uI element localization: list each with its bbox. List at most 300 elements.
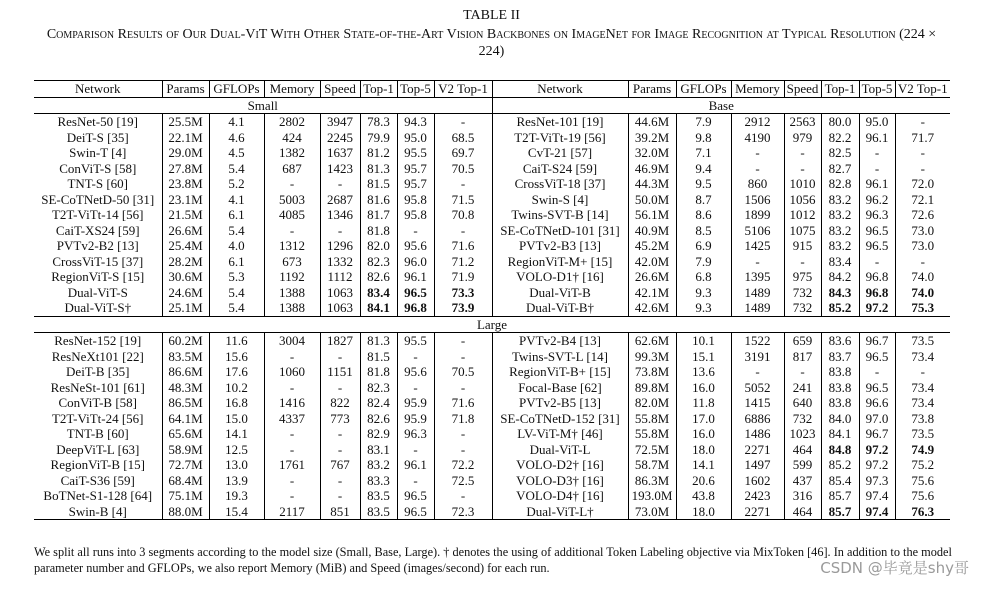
table-cell: 12.5 xyxy=(209,442,264,458)
table-cell: 96.5 xyxy=(859,380,895,396)
table-cell: 97.2 xyxy=(859,442,895,458)
table-cell: 95.0 xyxy=(397,130,434,146)
table-cell: - xyxy=(397,442,434,458)
table-cell: DeepViT-L [63] xyxy=(56,441,140,457)
table-cell: 71.7 xyxy=(895,130,950,146)
table-cell: 88.0M xyxy=(162,504,209,520)
table-cell: 464 xyxy=(784,442,821,458)
table-cell: 82.2 xyxy=(821,130,859,146)
table-cell: 2271 xyxy=(731,504,784,520)
table-cell: 96.1 xyxy=(859,130,895,146)
table-cell: 42.6M xyxy=(628,300,676,316)
table-cell: 15.6 xyxy=(209,349,264,365)
table-cell: 95.9 xyxy=(397,411,434,427)
table-cell: - xyxy=(784,364,821,380)
table-cell: 72.1 xyxy=(895,192,950,208)
table-cell: DeiT-S [35] xyxy=(66,129,129,145)
table-cell: - xyxy=(320,223,360,239)
table-cell: 97.3 xyxy=(859,473,895,489)
table-cell: 1012 xyxy=(784,207,821,223)
table-cell: 1112 xyxy=(320,269,360,285)
table-cell: 773 xyxy=(320,411,360,427)
table-cell: 74.0 xyxy=(895,285,950,301)
column-header: Network xyxy=(34,81,162,98)
table-cell: - xyxy=(397,349,434,365)
table-cell: 95.6 xyxy=(397,238,434,254)
table-cell: 9.3 xyxy=(676,300,731,316)
table-cell: 13.9 xyxy=(209,473,264,489)
table-cell: SE-CoTNetD-152 [31] xyxy=(492,411,628,427)
table-cell: 1388 xyxy=(264,285,320,301)
table-row xyxy=(34,161,950,177)
table-row xyxy=(34,130,950,146)
table-cell: 43.8 xyxy=(676,488,731,504)
table-cell: Swin-B [4] xyxy=(34,504,162,520)
table-cell: 26.6M xyxy=(162,223,209,239)
table-cell: CvT-21 [57] xyxy=(492,145,628,161)
table-cell: 75.1M xyxy=(162,488,209,504)
table-cell: - xyxy=(434,223,492,239)
table-cell: ResNet-152 [19] xyxy=(54,333,142,349)
table-cell: 97.4 xyxy=(859,504,895,520)
table-cell: 96.3 xyxy=(859,207,895,223)
table-cell: 4190 xyxy=(731,130,784,146)
table-cell: 6.9 xyxy=(676,238,731,254)
table-cell: ResNet-101 [19] xyxy=(492,114,628,130)
segment-title-row xyxy=(34,316,950,333)
table-cell: 1416 xyxy=(264,395,320,411)
table-cell: 241 xyxy=(784,380,821,396)
table-cell: 18.0 xyxy=(676,504,731,520)
table-row xyxy=(34,285,950,301)
table-cell: 1060 xyxy=(264,364,320,380)
table-cell: 1010 xyxy=(784,176,821,192)
table-cell: SE-CoTNetD-50 [31] xyxy=(41,191,155,207)
table-cell: 42.1M xyxy=(628,285,676,301)
table-cell: - xyxy=(895,254,950,270)
table-cell: 73.5 xyxy=(895,333,950,349)
table-cell: 97.2 xyxy=(859,457,895,473)
table-cell: 75.2 xyxy=(895,457,950,473)
table-cell: 75.6 xyxy=(895,488,950,504)
table-cell: - xyxy=(320,442,360,458)
table-cell: DeiT-B [35] xyxy=(66,364,130,380)
table-cell: 85.7 xyxy=(821,488,859,504)
table-cell: 1346 xyxy=(320,207,360,223)
table-row xyxy=(34,411,950,427)
table-cell: SE-CoTNetD-101 [31] xyxy=(492,223,628,239)
table-cell: 96.8 xyxy=(397,300,434,316)
table-cell: 5003 xyxy=(264,192,320,208)
table-cell: 42.0M xyxy=(628,254,676,270)
table-cell: T2T-ViTt-14 [56] xyxy=(51,207,144,223)
table-cell: 25.1M xyxy=(162,300,209,316)
table-cell: 96.1 xyxy=(397,457,434,473)
table-cell: 1489 xyxy=(731,285,784,301)
table-cell: 44.3M xyxy=(628,176,676,192)
table-cell: 11.8 xyxy=(676,395,731,411)
table-row xyxy=(34,145,950,161)
table-cell: 5.2 xyxy=(209,176,264,192)
table-cell: 80.0 xyxy=(821,114,859,130)
column-header: Memory xyxy=(264,81,320,98)
table-row xyxy=(34,442,950,458)
table-cell: 95.9 xyxy=(397,395,434,411)
comparison-table xyxy=(34,80,950,520)
table-cell: PVTv2-B5 [13] xyxy=(492,395,628,411)
footnote: We split all runs into 3 segments according to the model size (Small, Base, Large). † denotes the using of additional Token Labeling objective via MixToken [46]. In addition to the model parameter number and GFLOPs, we also report Memory (MiB) and Speed (images/second) for each run. xyxy=(34,545,952,575)
table-cell: 1486 xyxy=(731,426,784,442)
table-cell: 1522 xyxy=(731,333,784,349)
table-cell: 78.3 xyxy=(360,114,397,130)
table-cell: 2271 xyxy=(731,442,784,458)
table-cell: 22.1M xyxy=(162,130,209,146)
table-cell: Dual-ViT-S† xyxy=(64,300,132,316)
table-cell: - xyxy=(434,442,492,458)
table-cell: CaiT-XS24 [59] xyxy=(55,222,140,238)
table-cell: RegionViT-S [15] xyxy=(51,269,145,285)
table-cell: 46.9M xyxy=(628,161,676,177)
table-cell: 55.8M xyxy=(628,411,676,427)
table-cell: ConViT-S [58] xyxy=(59,160,137,176)
table-cell: - xyxy=(434,333,492,349)
table-cell: 4.0 xyxy=(209,238,264,254)
table-cell: 24.6M xyxy=(162,285,209,301)
table-cell: LV-ViT-M† [46] xyxy=(492,426,628,442)
table-cell: 1056 xyxy=(784,192,821,208)
table-cell: ResNeSt-101 [61] xyxy=(50,379,145,395)
table-cell: 1023 xyxy=(784,426,821,442)
table-cell: - xyxy=(731,161,784,177)
table-cell: 81.5 xyxy=(360,176,397,192)
table-cell: 915 xyxy=(784,238,821,254)
table-cell: 40.9M xyxy=(628,223,676,239)
table-cell: 19.3 xyxy=(209,488,264,504)
table-cell: 732 xyxy=(784,285,821,301)
table-cell: 95.8 xyxy=(397,192,434,208)
table-cell: 17.6 xyxy=(209,364,264,380)
table-cell: Focal-Base [62] xyxy=(492,380,628,396)
table-cell: 71.6 xyxy=(434,238,492,254)
table-cell: 81.5 xyxy=(360,349,397,365)
table-cell: 424 xyxy=(264,130,320,146)
table-cell: 73.9 xyxy=(434,300,492,316)
table-cell: CaiT-S36 [59] xyxy=(60,472,135,488)
table-cell: - xyxy=(895,145,950,161)
table-cell: 23.8M xyxy=(162,176,209,192)
table-cell: 72.3 xyxy=(434,504,492,520)
table-cell: 4.6 xyxy=(209,130,264,146)
table-cell: 1063 xyxy=(320,285,360,301)
table-cell: 84.0 xyxy=(821,411,859,427)
table-cell: 70.8 xyxy=(434,207,492,223)
table-cell: 3947 xyxy=(320,114,360,130)
table-cell: 9.3 xyxy=(676,285,731,301)
table-cell: - xyxy=(731,145,784,161)
table-cell: 82.0M xyxy=(628,395,676,411)
column-header: Top-5 xyxy=(397,81,434,98)
table-cell: - xyxy=(264,488,320,504)
table-cell: 97.0 xyxy=(859,411,895,427)
table-cell: 83.8 xyxy=(821,364,859,380)
table-cell: Dual-ViT-S xyxy=(67,284,128,300)
table-cell: 687 xyxy=(264,161,320,177)
table-cell: T2T-ViTt-24 [56] xyxy=(51,410,144,426)
table-cell: Dual-ViT-B xyxy=(492,285,628,301)
table-cell: 96.5 xyxy=(859,349,895,365)
table-cell: 84.2 xyxy=(821,269,859,285)
table-cell: CrossViT-18 [37] xyxy=(492,176,628,192)
table-cell: 96.6 xyxy=(859,395,895,411)
table-cell: 10.1 xyxy=(676,333,731,349)
table-cell: 55.8M xyxy=(628,426,676,442)
table-cell: 96.8 xyxy=(859,269,895,285)
table-cell: 89.8M xyxy=(628,380,676,396)
table-cell: 96.3 xyxy=(397,426,434,442)
header-row xyxy=(34,81,950,98)
column-header: Params xyxy=(628,81,676,98)
table-cell: 83.4 xyxy=(821,254,859,270)
table-cell: 79.9 xyxy=(360,130,397,146)
table-cell: 5.4 xyxy=(209,300,264,316)
table-cell: 25.4M xyxy=(162,238,209,254)
table-row xyxy=(34,114,950,130)
table-cell: 71.6 xyxy=(434,395,492,411)
table-cell: 2802 xyxy=(264,114,320,130)
table-cell: 73.4 xyxy=(895,380,950,396)
table-cell: ResNeXt101 [22] xyxy=(51,348,144,364)
table-cell: - xyxy=(264,223,320,239)
table-cell: 6.1 xyxy=(209,254,264,270)
table-cell: 95.8 xyxy=(397,207,434,223)
table-row xyxy=(34,333,950,349)
table-cell: 1388 xyxy=(264,300,320,316)
table-row xyxy=(34,364,950,380)
table-cell: RegionViT-M+ [15] xyxy=(492,254,628,270)
table-cell: RegionViT-B [15] xyxy=(50,457,145,473)
table-row xyxy=(34,504,950,520)
table-row xyxy=(34,488,950,504)
table-cell: 14.1 xyxy=(209,426,264,442)
table-cell: Twins-SVT-L [14] xyxy=(492,349,628,365)
table-cell: 6.1 xyxy=(209,207,264,223)
table-cell: 70.5 xyxy=(434,161,492,177)
table-cell: 81.7 xyxy=(360,207,397,223)
table-cell: - xyxy=(859,145,895,161)
table-cell: 73.0 xyxy=(895,238,950,254)
table-cell: 75.3 xyxy=(895,300,950,316)
table-cell: 83.5 xyxy=(360,504,397,520)
table-cell: 95.6 xyxy=(397,364,434,380)
table-cell: 1332 xyxy=(320,254,360,270)
table-cell: 82.6 xyxy=(360,411,397,427)
table-cell: 2563 xyxy=(784,114,821,130)
column-header: GFLOPs xyxy=(676,81,731,98)
column-header: Top-1 xyxy=(821,81,859,98)
table-cell: 83.7 xyxy=(821,349,859,365)
table-cell: 10.2 xyxy=(209,380,264,396)
table-cell: VOLO-D4† [16] xyxy=(492,488,628,504)
table-row xyxy=(34,238,950,254)
table-cell: 2423 xyxy=(731,488,784,504)
segment-title: Small xyxy=(34,97,492,114)
watermark: CSDN @毕竟是shy哥 xyxy=(820,559,969,577)
table-cell: Dual-ViT-L xyxy=(492,442,628,458)
table-cell: 73.8M xyxy=(628,364,676,380)
table-cell: 1382 xyxy=(264,145,320,161)
table-cell: 2245 xyxy=(320,130,360,146)
table-cell: 1425 xyxy=(731,238,784,254)
table-cell: 83.5 xyxy=(360,488,397,504)
table-cell: 15.1 xyxy=(676,349,731,365)
table-cell: 73.0M xyxy=(628,504,676,520)
table-cell: 8.7 xyxy=(676,192,731,208)
column-header: V2 Top-1 xyxy=(895,81,950,98)
table-row xyxy=(34,380,950,396)
table-cell: 95.5 xyxy=(397,333,434,349)
table-cell: 2117 xyxy=(264,504,320,520)
table-cell: 81.8 xyxy=(360,223,397,239)
table-cell: 44.6M xyxy=(628,114,676,130)
table-cell: 70.5 xyxy=(434,364,492,380)
table-cell: 86.3M xyxy=(628,473,676,489)
table-cell: 8.6 xyxy=(676,207,731,223)
column-header: Top-5 xyxy=(859,81,895,98)
table-cell: Swin-T [4] xyxy=(69,145,127,161)
table-cell: 975 xyxy=(784,269,821,285)
table-cell: 29.0M xyxy=(162,145,209,161)
table-cell: 11.6 xyxy=(209,333,264,349)
table-cell: - xyxy=(264,473,320,489)
table-row xyxy=(34,192,950,208)
table-cell: 5052 xyxy=(731,380,784,396)
table-cell: - xyxy=(264,176,320,192)
table-cell: 86.6M xyxy=(162,364,209,380)
table-cell: 16.0 xyxy=(676,380,731,396)
table-cell: 72.6 xyxy=(895,207,950,223)
table-cell: 50.0M xyxy=(628,192,676,208)
table-cell: 84.8 xyxy=(821,442,859,458)
table-cell: 1602 xyxy=(731,473,784,489)
table-cell: 2912 xyxy=(731,114,784,130)
table-row xyxy=(34,254,950,270)
table-cell: - xyxy=(731,364,784,380)
table-cell: 96.5 xyxy=(397,488,434,504)
table-cell: 96.1 xyxy=(859,176,895,192)
table-cell: 71.2 xyxy=(434,254,492,270)
table-cell: 99.3M xyxy=(628,349,676,365)
table-cell: 599 xyxy=(784,457,821,473)
table-cell: 96.8 xyxy=(859,285,895,301)
table-cell: 73.4 xyxy=(895,349,950,365)
table-cell: Dual-ViT-B† xyxy=(492,300,628,316)
table-label: TABLE II xyxy=(463,8,520,23)
table-cell: Swin-S [4] xyxy=(492,192,628,208)
table-cell: 8.5 xyxy=(676,223,731,239)
table-cell: 1063 xyxy=(320,300,360,316)
table-cell: - xyxy=(895,161,950,177)
table-cell: 84.3 xyxy=(821,285,859,301)
table-cell: - xyxy=(397,223,434,239)
table-cell: 4.1 xyxy=(209,114,264,130)
table-cell: 97.4 xyxy=(859,488,895,504)
table-cell: - xyxy=(320,349,360,365)
table-cell: 83.4 xyxy=(360,285,397,301)
table-cell: T2T-ViTt-19 [56] xyxy=(492,130,628,146)
table-cell: 5.4 xyxy=(209,285,264,301)
table-cell: 69.7 xyxy=(434,145,492,161)
table-cell: PVTv2-B4 [13] xyxy=(492,333,628,349)
table-cell: 7.1 xyxy=(676,145,731,161)
table-cell: 7.9 xyxy=(676,254,731,270)
table-cell: 72.2 xyxy=(434,457,492,473)
table-cell: 1395 xyxy=(731,269,784,285)
table-row xyxy=(34,457,950,473)
table-cell: PVTv2-B3 [13] xyxy=(492,238,628,254)
table-cell: VOLO-D3† [16] xyxy=(492,473,628,489)
table-cell: 96.5 xyxy=(397,285,434,301)
table-cell: 68.4M xyxy=(162,473,209,489)
table-row xyxy=(34,300,950,316)
table-cell: 73.0 xyxy=(895,223,950,239)
table-cell: 1075 xyxy=(784,223,821,239)
table-cell: 15.4 xyxy=(209,504,264,520)
table-cell: 82.6 xyxy=(360,269,397,285)
table-cell: 316 xyxy=(784,488,821,504)
table-cell: 96.0 xyxy=(397,254,434,270)
table-cell: 65.6M xyxy=(162,426,209,442)
table-cell: 21.5M xyxy=(162,207,209,223)
table-cell: 96.5 xyxy=(859,223,895,239)
table-cell: 13.0 xyxy=(209,457,264,473)
table-cell: - xyxy=(434,176,492,192)
table-cell: 74.0 xyxy=(895,269,950,285)
table-cell: 84.1 xyxy=(360,300,397,316)
table-cell: 95.5 xyxy=(397,145,434,161)
table-cell: 640 xyxy=(784,395,821,411)
table-cell: 73.8 xyxy=(895,411,950,427)
table-cell: 193.0M xyxy=(628,488,676,504)
table-cell: 1637 xyxy=(320,145,360,161)
table-cell: 1312 xyxy=(264,238,320,254)
table-cell: - xyxy=(434,349,492,365)
table-cell: 9.8 xyxy=(676,130,731,146)
table-cell: 1423 xyxy=(320,161,360,177)
table-cell: 56.1M xyxy=(628,207,676,223)
table-cell: 83.8 xyxy=(821,380,859,396)
table-cell: 83.2 xyxy=(821,192,859,208)
segment-title: Large xyxy=(34,316,950,333)
column-header: GFLOPs xyxy=(209,81,264,98)
table-cell: 95.7 xyxy=(397,161,434,177)
table-cell: 86.5M xyxy=(162,395,209,411)
table-cell: 81.8 xyxy=(360,364,397,380)
segment-title: Base xyxy=(492,97,950,114)
table-cell: CaiT-S24 [59] xyxy=(492,161,628,177)
table-row xyxy=(34,395,950,411)
table-cell: 58.7M xyxy=(628,457,676,473)
table-cell: 81.3 xyxy=(360,333,397,349)
table-row xyxy=(34,176,950,192)
table-cell: 30.6M xyxy=(162,269,209,285)
table-cell: 82.5 xyxy=(821,145,859,161)
table-cell: 464 xyxy=(784,504,821,520)
table-cell: Dual-ViT-L† xyxy=(492,504,628,520)
table-cell: RegionViT-B+ [15] xyxy=(492,364,628,380)
table-cell: 3191 xyxy=(731,349,784,365)
table-cell: 96.2 xyxy=(859,192,895,208)
table-row xyxy=(34,223,950,239)
